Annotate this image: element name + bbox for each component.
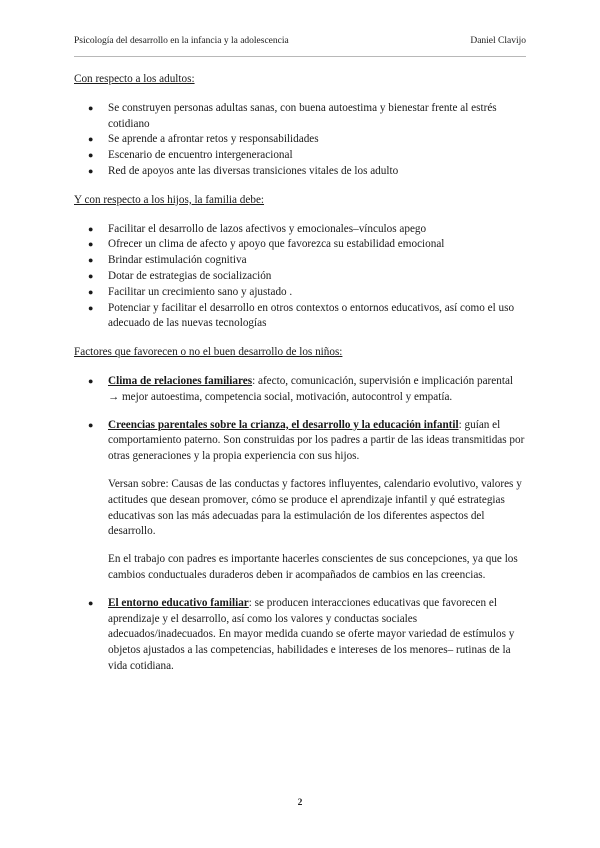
bullet-icon: ● <box>88 150 94 161</box>
factor-text: : se producen interacciones educativas que favorecen el aprendizaje y el desarrollo, así como los valores y conductas sociales adecuados/inadecuados. En mayor medida cuando se oferte mayor variedad de estímulos y objetos ajustados a las competencias, habilidades e intereses de los menores– rutinas de la vida cotidiana. <box>108 596 515 672</box>
page-content <box>74 72 526 688</box>
section-factors <box>74 345 526 675</box>
list-item <box>74 222 526 238</box>
list-item <box>74 253 526 269</box>
bullet-icon: ● <box>88 102 94 113</box>
section-title: Y con respecto a los hijos, la familia debe: <box>74 193 265 206</box>
page-number: 2 <box>297 798 303 808</box>
bullet-list <box>74 222 526 333</box>
page-header <box>74 36 526 46</box>
list-item-text: Dotar de estrategias de socialización <box>108 269 272 282</box>
list-item <box>74 164 526 180</box>
bullet-icon: ● <box>88 375 94 386</box>
bullet-icon: ● <box>88 302 94 313</box>
factor-term: El entorno educativo familiar <box>108 596 249 609</box>
factor-paragraph: En el trabajo con padres es importante hacerles conscientes de sus concepciones, ya que los cambios conductuales duraderos deben ir acompañados de cambios en las creencias. <box>108 553 518 581</box>
list-item-text: Red de apoyos ante las diversas transiciones vitales de los adulto <box>108 164 399 177</box>
bullet-icon: ● <box>88 286 94 297</box>
bullet-icon: ● <box>88 239 94 250</box>
list-item-text: Se aprende a afrontar retos y responsabilidades <box>108 133 319 146</box>
list-item-text: Potenciar y facilitar el desarrollo en otros contextos o entornos educativos, así como el uso adecuado de las nuevas tecnologías <box>108 301 515 330</box>
section-title: Factores que favorecen o no el buen desarrollo de los niños: <box>74 346 343 359</box>
section-children <box>74 193 526 332</box>
list-item-text: Se construyen personas adultas sanas, con buena autoestima y bienestar frente al estrés cotidiano <box>108 101 497 130</box>
list-item <box>74 301 526 333</box>
factor-text: : guían el comportamiento paterno. Son construidas por los padres a partir de las ideas transmitidas por otras generaciones y la propia experiencia con sus hijos. <box>108 418 525 463</box>
factor-text: : afecto, comunicación, supervisión e implicación parental → mejor autoestima, competencia social, motivación, autocontrol y empatía. <box>108 374 514 403</box>
factor-item <box>74 418 526 584</box>
factor-paragraph: Versan sobre: Causas de las conductas y factores influyentes, calendario evolutivo, valores y actitudes que desean promover, cómo se produce el aprendizaje infantil y qué estrategias educativas son las más adecuadas para la estimulación de los diferentes aspectos del desarrollo. <box>108 477 522 538</box>
section-title: Con respecto a los adultos: <box>74 73 195 85</box>
factor-term: Clima de relaciones familiares <box>108 374 253 387</box>
list-item <box>74 132 526 148</box>
list-item <box>74 101 526 133</box>
document-title: Psicología del desarrollo en la infancia y la adolescencia <box>74 36 289 46</box>
list-item <box>74 269 526 285</box>
bullet-icon: ● <box>88 223 94 234</box>
factor-item <box>74 374 526 406</box>
list-item-text: Brindar estimulación cognitiva <box>108 254 247 267</box>
bullet-list <box>74 101 526 180</box>
list-item-text: Facilitar un crecimiento sano y ajustado . <box>108 285 293 298</box>
author-name: Daniel Clavijo <box>470 36 526 46</box>
list-item <box>74 148 526 164</box>
section-adults <box>74 72 526 180</box>
list-item-text: Escenario de encuentro intergeneracional <box>108 149 293 162</box>
bullet-icon: ● <box>88 419 94 430</box>
list-item <box>74 237 526 253</box>
factor-term: Creencias parentales sobre la crianza, el desarrollo y la educación infantil <box>108 418 459 431</box>
bullet-icon: ● <box>88 270 94 281</box>
list-item-text: Ofrecer un clima de afecto y apoyo que favorezca su estabilidad emocional <box>108 238 445 251</box>
header-divider <box>74 56 526 57</box>
list-item <box>74 285 526 301</box>
bullet-icon: ● <box>88 165 94 176</box>
factor-item <box>74 596 526 675</box>
list-item-text: Facilitar el desarrollo de lazos afectivos y emocionales–vínculos apego <box>108 222 427 235</box>
bullet-icon: ● <box>88 597 94 608</box>
bullet-icon: ● <box>88 255 94 266</box>
factor-list <box>74 374 526 675</box>
bullet-icon: ● <box>88 134 94 145</box>
